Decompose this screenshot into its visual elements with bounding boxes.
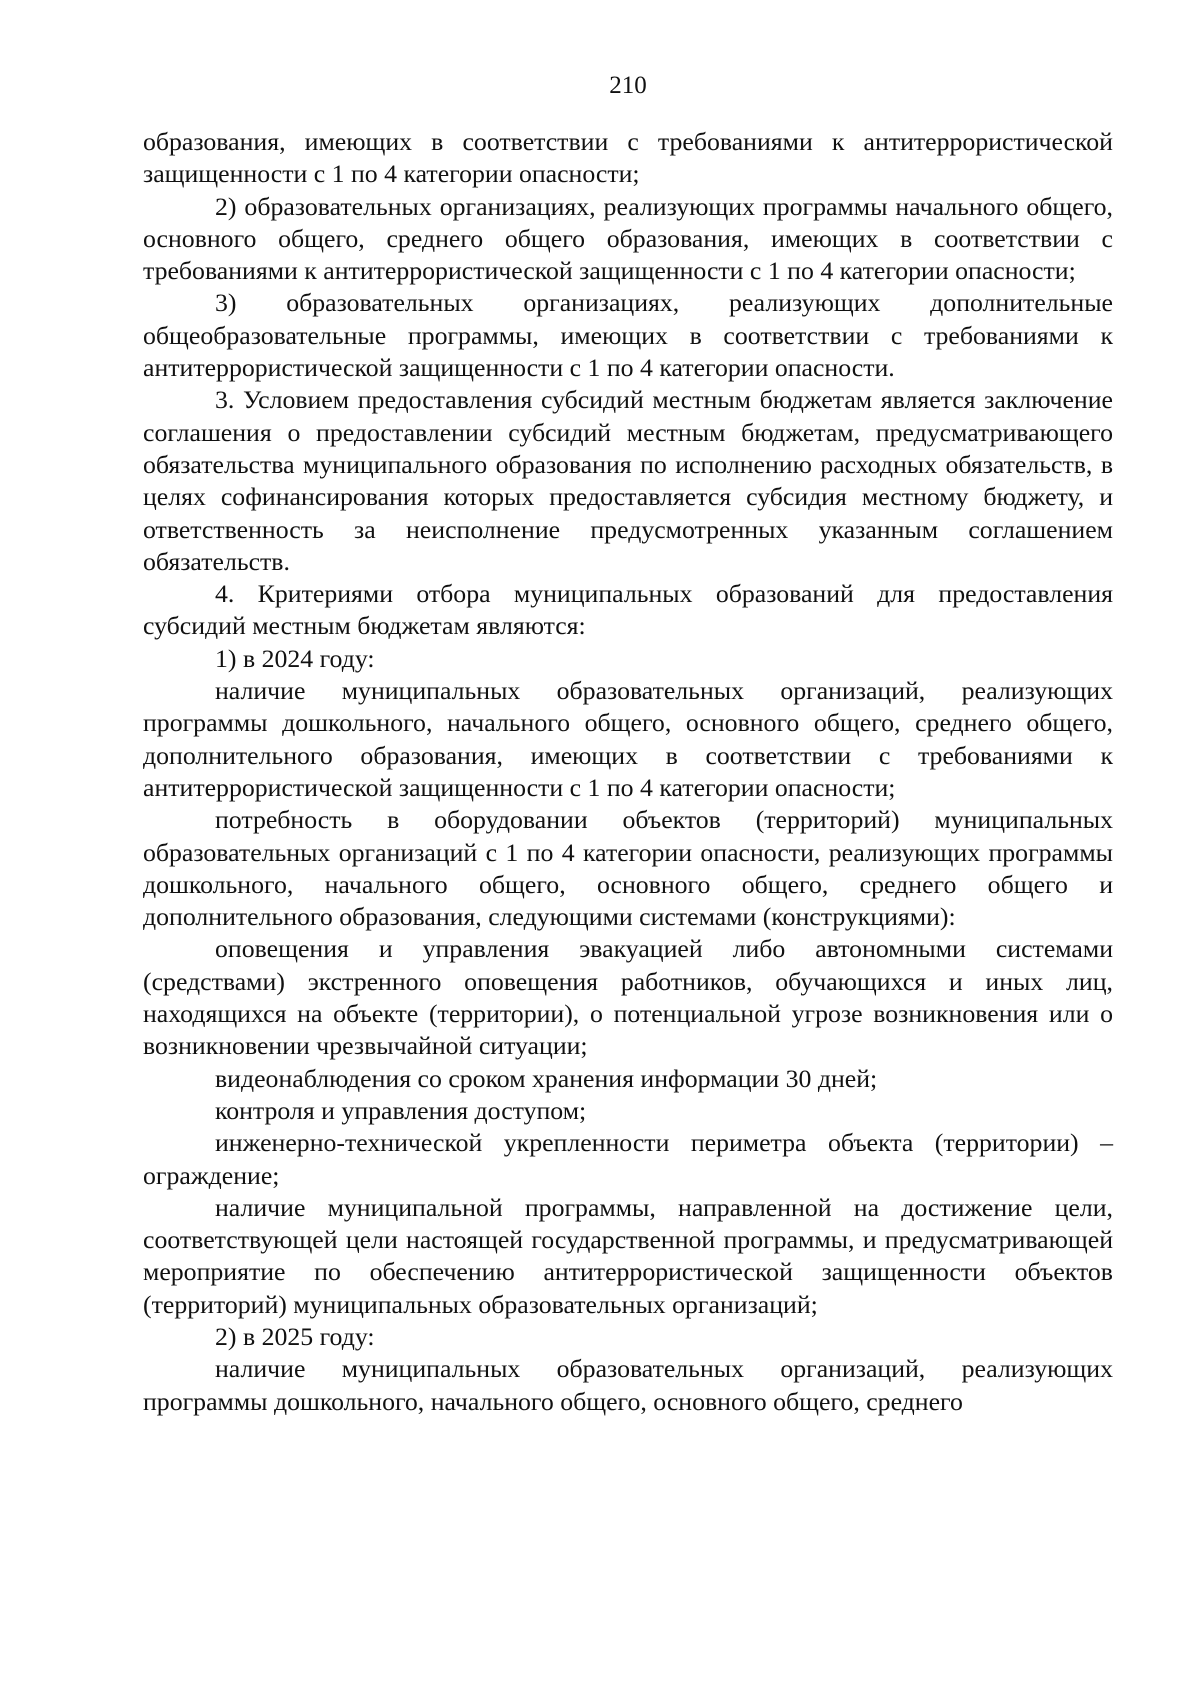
paragraph-system: оповещения и управления эвакуацией либо автономными системами (средствами) экстренного оповещения работников, обучающихся и иных лиц, находящихся на объекте (территории), о потенциальной угрозе возникновения или о возникновении чрезвычайной ситуации; [143,934,1113,1061]
paragraph-clause-3: 3. Условием предоставления субсидий местным бюджетам является заключение соглашения о предоставлении субсидий местным бюджетам, предусматривающего обязательства муниципального образования по исполнению расходных обязательств, в целях софинансирования которых предоставляется субсидия местному бюджету, и ответственность за неисполнение предусмотренных указанным соглашением обязательств. [143,385,1113,576]
paragraph-year-2024: 1) в 2024 году: [215,643,375,673]
paragraph-system: контроля и управления доступом; [215,1095,587,1125]
paragraph-continuation: образования, имеющих в соответствии с требованиями к антитеррористической защищенности с 1 по 4 категории опасности; [143,127,1113,189]
document-body [143,126,1113,1418]
paragraph-criterion: наличие муниципальных образовательных организаций, реализующих программы дошкольного, начального общего, основного общего, среднего [143,1354,1113,1416]
paragraph-criterion: наличие муниципальной программы, направленной на достижение цели, соответствующей цели настоящей государственной программы, и предусматривающей мероприятие по обеспечению антитеррористической защищенности объектов (территорий) муниципальных образовательных организаций; [143,1192,1113,1319]
paragraph-year-2025: 2) в 2025 году: [215,1321,375,1351]
paragraph-item-3: 3) образовательных организациях, реализующих дополнительные общеобразовательные программы, имеющих в соответствии с требованиями к антитеррористической защищенности с 1 по 4 категории опасности. [143,288,1113,383]
paragraph-system: видеонаблюдения со сроком хранения информации 30 дней; [215,1063,878,1093]
paragraph-item-2: 2) образовательных организациях, реализующих программы начального общего, основного общего, среднего общего образования, имеющих в соответствии с требованиями к антитеррористической защищенности с 1 по 4 категории опасности; [143,191,1113,286]
paragraph-system: инженерно-технической укрепленности периметра объекта (территории) – ограждение; [143,1128,1113,1190]
page-number: 210 [609,72,647,99]
paragraph-criterion: наличие муниципальных образовательных организаций, реализующих программы дошкольного, начального общего, основного общего, среднего общего, дополнительного образования, имеющих в соответствии с требованиями к антитеррористической защищенности с 1 по 4 категории опасности; [143,676,1113,802]
paragraph-criterion: потребность в оборудовании объектов (территорий) муниципальных образовательных организаций с 1 по 4 категории опасности, реализующих программы дошкольного, начального общего, основного общего, среднего общего и дополнительного образования, следующими системами (конструкциями): [143,805,1113,932]
paragraph-clause-4: 4. Критериями отбора муниципальных образований для предоставления субсидий местным бюджетам являются: [143,579,1113,641]
